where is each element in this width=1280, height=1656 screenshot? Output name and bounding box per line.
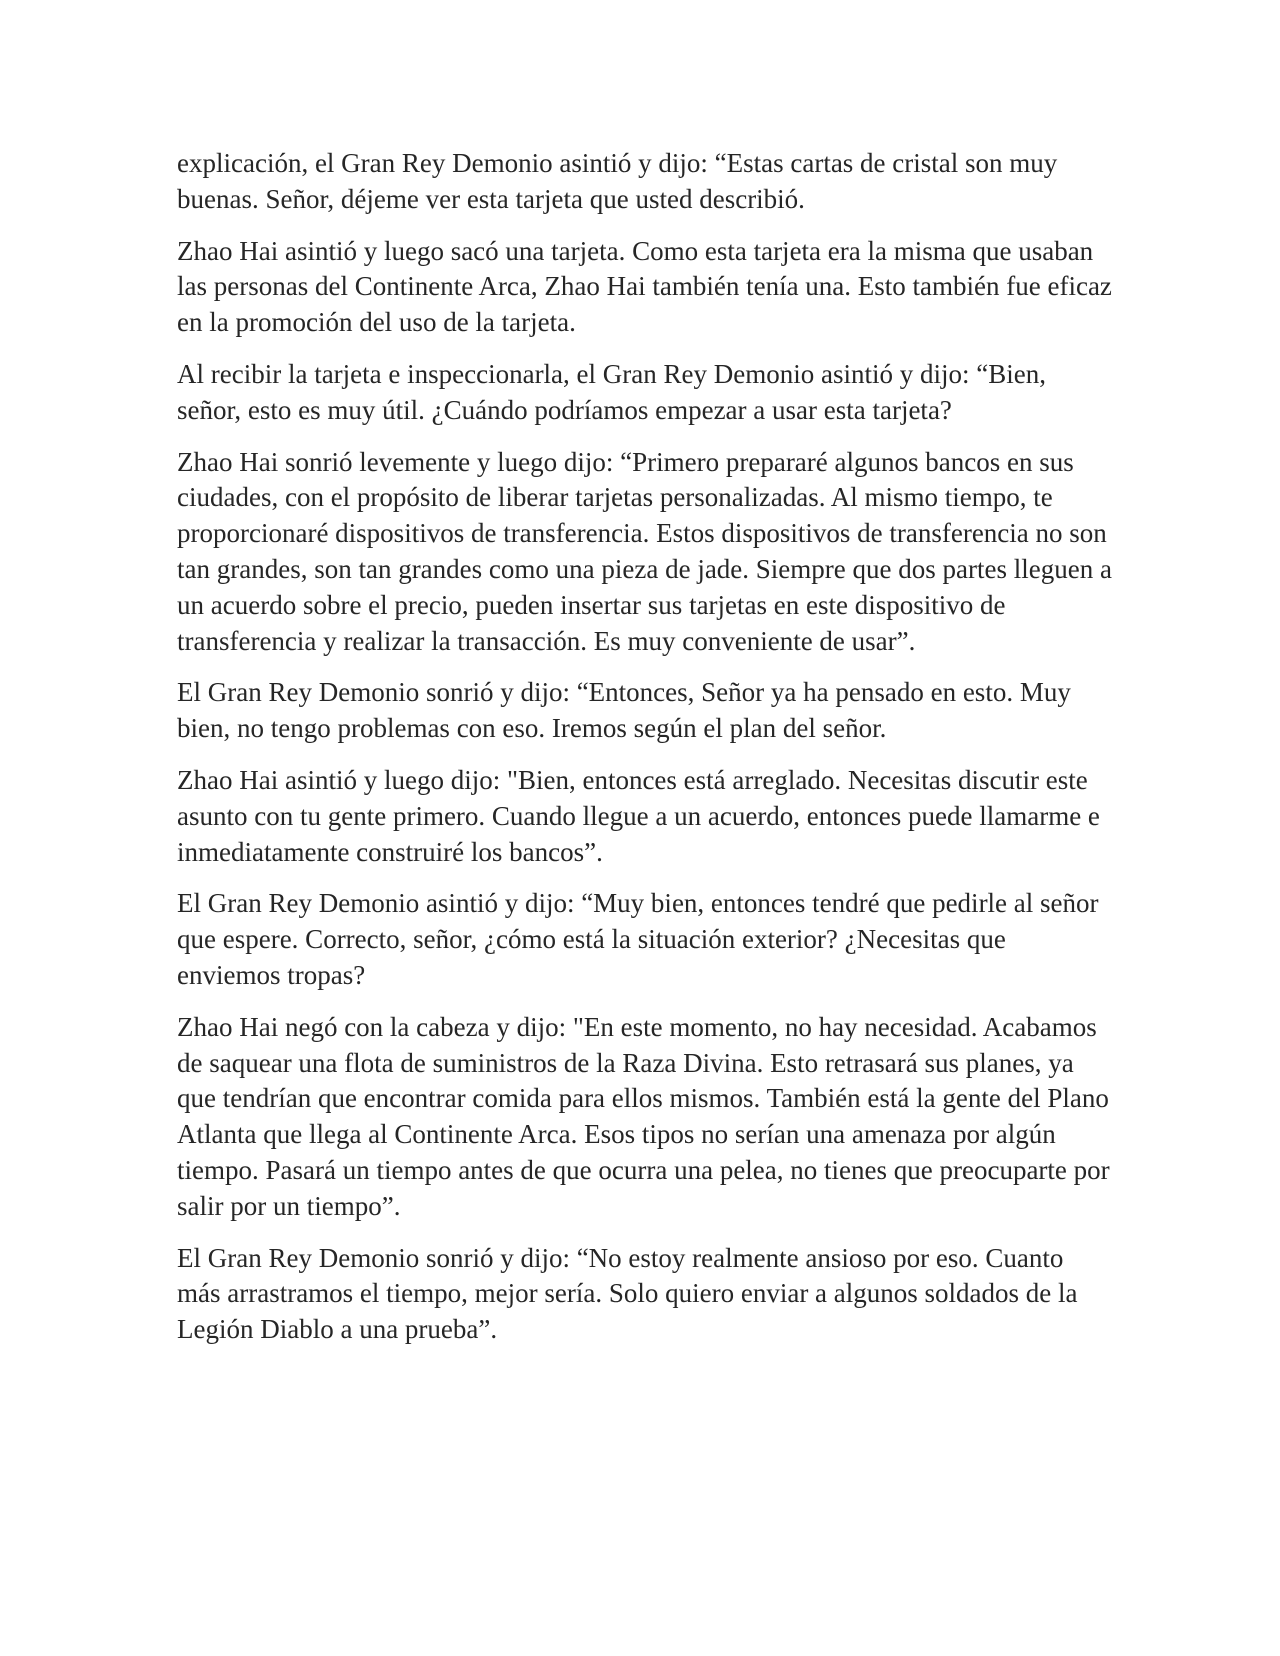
paragraph: Zhao Hai asintió y luego sacó una tarjeta. Como esta tarjeta era la misma que usaban las personas del Continente Arca, Zhao Hai también tenía una. Esto también fue eficaz en la promoción del uso de la tarjeta. bbox=[177, 235, 1112, 338]
document-body bbox=[177, 146, 1112, 1364]
paragraph: Zhao Hai asintió y luego dijo: "Bien, entonces está arreglado. Necesitas discutir este asunto con tu gente primero. Cuando llegue a un acuerdo, entonces puede llamarme e inmediatamente construiré los bancos”. bbox=[177, 764, 1100, 867]
paragraph: explicación, el Gran Rey Demonio asintió y dijo: “Estas cartas de cristal son muy buenas. Señor, déjeme ver esta tarjeta que usted describió. bbox=[177, 148, 1058, 214]
paragraph: Al recibir la tarjeta e inspeccionarla, el Gran Rey Demonio asintió y dijo: “Bien, señor, esto es muy útil. ¿Cuándo podríamos empezar a usar esta tarjeta? bbox=[177, 358, 1046, 425]
paragraph: El Gran Rey Demonio sonrió y dijo: “No estoy realmente ansioso por eso. Cuanto más arrastramos el tiempo, mejor sería. Solo quiero enviar a algunos soldados de la Legión Diablo a una prueba”. bbox=[177, 1242, 1078, 1345]
paragraph: Zhao Hai sonrió levemente y luego dijo: “Primero prepararé algunos bancos en sus ciudades, con el propósito de liberar tarjetas personalizadas. Al mismo tiempo, te proporcionaré dispositivos de transferencia. Estos dispositivos de transferencia no son tan grandes, son tan grandes como una pieza de jade. Siempre que dos partes lleguen a un acuerdo sobre el precio, pueden insertar sus tarjetas en este dispositivo de transferencia y realizar la transacción. Es muy conveniente de usar”. bbox=[177, 446, 1112, 656]
paragraph: El Gran Rey Demonio sonrió y dijo: “Entonces, Señor ya ha pensado en esto. Muy bien, no tengo problemas con eso. Iremos según el plan del señor. bbox=[177, 677, 1071, 744]
paragraph: Zhao Hai negó con la cabeza y dijo: "En este momento, no hay necesidad. Acabamos de saquear una flota de suministros de la Raza Divina. Esto retrasará sus planes, ya que tendrían que encontrar comida para ellos mismos. También está la gente del Plano Atlanta que llega al Continente Arca. Esos tipos no serían una amenaza por algún tiempo. Pasará un tiempo antes de que ocurra una pelea, no tienes que preocuparte por salir por un tiempo”. bbox=[177, 1011, 1110, 1221]
paragraph: El Gran Rey Demonio asintió y dijo: “Muy bien, entonces tendré que pedirle al señor que espere. Correcto, señor, ¿cómo está la situación exterior? ¿Necesitas que enviemos tropas? bbox=[177, 888, 1099, 990]
